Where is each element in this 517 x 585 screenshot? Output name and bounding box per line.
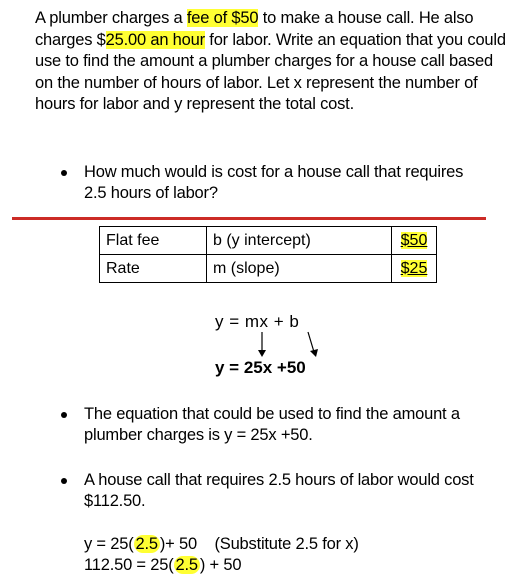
work-text: )+ 50 (Substitute 2.5 for x) [159,535,359,553]
table-cell-label: Rate [100,255,207,283]
cost-statement: A house call that requires 2.5 hours of labor would cost $112.50. [84,471,474,510]
specific-equation: y = 25x +50 [215,358,306,377]
work-line-2 [84,556,241,575]
highlight-hourly-rate: 25.00 an hour [105,30,205,49]
substitution-arrows [250,330,330,360]
value-rate: $25 [400,259,428,277]
divider-line [12,217,486,220]
value-flat-fee: $50 [400,231,428,249]
table-cell-label: Flat fee [100,227,207,255]
bullet-dot [61,170,67,176]
substituted-value: 2.5 [175,556,198,574]
arrow-m-head [258,350,266,357]
cost-bullet [84,470,509,512]
bullet-dot [61,412,67,418]
work-text: 112.50 = 25( [84,556,174,574]
equation-bullet [84,404,509,446]
work-text: ) + 50 [199,556,242,574]
substituted-value: 2.5 [135,535,158,553]
table-cell-term: b (y intercept) [207,227,392,255]
equation-statement: The equation that could be used to find the amount a plumber charges is y = 25x +50. [84,405,460,444]
table-cell-value [392,255,437,283]
arrow-b-head [310,349,318,357]
highlight-flat-fee: fee of $50 [186,9,259,27]
question-text: How much would is cost for a house call that requires 2.5 hours of labor? [84,163,464,202]
work-text: y = 25( [84,535,134,553]
table-cell-term: m (slope) [207,255,392,283]
table-row [100,255,437,283]
table-row [100,227,437,255]
question-bullet [84,162,474,204]
problem-text [35,8,515,116]
general-equation: y = mx + b [215,312,300,331]
table-cell-value [392,227,437,255]
problem-text-part: A plumber charges a [35,9,187,27]
work-line-1 [84,535,359,554]
problem-text-part: to make a house call. He also charges $ [35,9,474,49]
arrow-b-shaft [308,332,314,352]
bullet-dot [61,478,67,484]
terms-table [99,226,437,283]
problem-text-part: for labor. Write an equation that you could use to find the amount a plumber charges for a house call based on the number of hours of labor. Let x represent the number of hours for labor and y represent the total cost. [35,30,506,113]
